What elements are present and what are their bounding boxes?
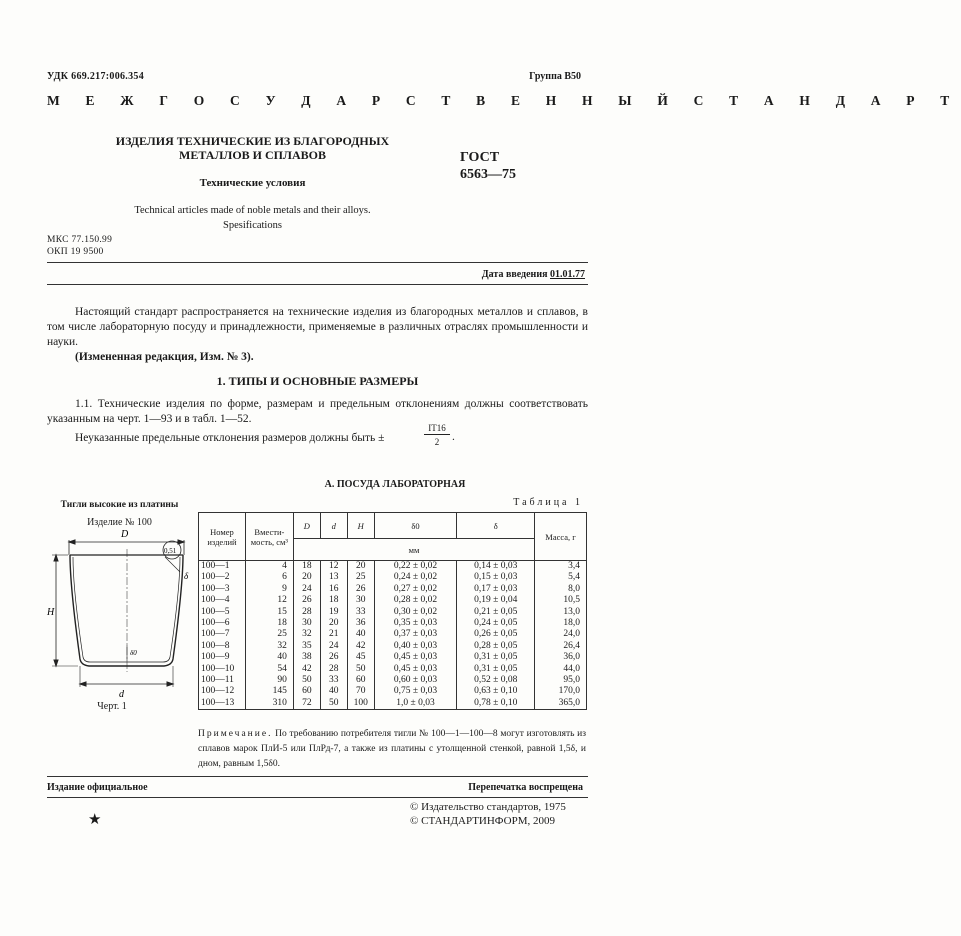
table-note [198, 727, 586, 772]
table-cell: 0,45 ± 0,03 [374, 652, 457, 663]
label-D: D [121, 529, 129, 540]
drawing-item: Изделие № 100 [87, 517, 152, 528]
standard-type-banner: М Е Ж Г О С У Д А Р С Т В Е Н Н Ы Й С Т А Н Д А Р Т [47, 93, 961, 108]
table-cell: 32 [245, 641, 293, 652]
table-row [199, 618, 587, 629]
table-cell: 24 [320, 641, 347, 652]
drawing-title: Тигли высокие из платины [60, 500, 179, 510]
fraction-denominator: 2 [434, 437, 440, 447]
table-row [199, 664, 587, 675]
revision-note: (Измененная редакция, Изм. № 3). [75, 351, 254, 363]
table-cell: 9 [245, 584, 293, 595]
table-cell: 60 [347, 675, 374, 686]
tolerance-fraction [424, 423, 450, 447]
drawing-caption: Черт. 1 [97, 701, 127, 712]
english-title-line-1: Technical articles made of noble metals and their alloys. [134, 205, 371, 216]
table-cell: 100—5 [199, 607, 246, 618]
table-cell: 26 [293, 595, 320, 606]
paragraph-tolerance [47, 431, 384, 446]
table-cell: 100—10 [199, 664, 246, 675]
th-delta: δ [457, 513, 535, 539]
official-edition: Издание официальное [47, 782, 148, 793]
table-cell: 0,78 ± 0,10 [457, 698, 535, 710]
table-cell: 0,60 ± 0,03 [374, 675, 457, 686]
table-row [199, 607, 587, 618]
table-cell: 0,40 ± 0,03 [374, 641, 457, 652]
table-cell: 95,0 [535, 675, 587, 686]
label-delta0: δ0 [130, 649, 137, 657]
table-cell: 18 [320, 595, 347, 606]
table-row [199, 584, 587, 595]
table-cell: 4 [245, 561, 293, 573]
table-cell: 45 [347, 652, 374, 663]
table-cell: 18 [293, 561, 320, 573]
table-cell: 50 [320, 698, 347, 710]
table-cell: 0,24 ± 0,02 [374, 572, 457, 583]
star-icon: ★ [88, 812, 102, 828]
table-cell: 100—3 [199, 584, 246, 595]
table-row [199, 572, 587, 583]
reprint-prohibited: Перепечатка воспрещена [468, 782, 583, 793]
table-cell: 40 [347, 629, 374, 640]
table-cell: 30 [293, 618, 320, 629]
table-cell: 0,75 ± 0,03 [374, 686, 457, 697]
table-cell: 310 [245, 698, 293, 710]
table-cell: 20 [293, 572, 320, 583]
table-cell: 100—9 [199, 652, 246, 663]
table-cell: 19 [320, 607, 347, 618]
table-cell: 100 [347, 698, 374, 710]
english-title-line-2: Spesifications [223, 220, 282, 231]
table-cell: 8,0 [535, 584, 587, 595]
mks-code: МКС 77.150.99 [47, 235, 113, 245]
label-delta: δ [184, 571, 189, 581]
table-cell: 0,21 ± 0,05 [457, 607, 535, 618]
copyright-2: © СТАНДАРТИНФОРМ, 2009 [410, 815, 555, 827]
paragraph-1-1: 1.1. Технические изделия по форме, размерам и предельным отклонениям должны соответствовать указанным на черт. 1—93 и в табл. 1—52. [47, 398, 588, 425]
table-row [199, 629, 587, 640]
table-cell: 25 [245, 629, 293, 640]
table-cell: 100—4 [199, 595, 246, 606]
table-cell: 36 [347, 618, 374, 629]
intro-paragraph: Настоящий стандарт распространяется на технические изделия из благородных металлов и сплавов, в том числе лабораторную посуду и принадлежности, применяемые в различных отраслях промышленности и науки. [47, 306, 588, 348]
okp-code: ОКП 19 9500 [47, 247, 104, 257]
table-cell: 38 [293, 652, 320, 663]
table-cell: 50 [347, 664, 374, 675]
th-delta0: δ0 [374, 513, 457, 539]
table-cell: 0,31 ± 0,05 [457, 652, 535, 663]
table-cell: 42 [293, 664, 320, 675]
table-cell: 5,4 [535, 572, 587, 583]
table-cell: 26 [320, 652, 347, 663]
table-cell: 100—2 [199, 572, 246, 583]
date-label: Дата введения [481, 269, 548, 280]
gost-number: 6563—75 [460, 167, 516, 182]
divider-footer [47, 776, 588, 777]
table-body [199, 561, 587, 710]
table-row [199, 561, 587, 573]
label-roughness: 0,51 [164, 547, 177, 555]
table-cell: 33 [320, 675, 347, 686]
table-cell: 35 [293, 641, 320, 652]
table-cell: 0,30 ± 0,02 [374, 607, 457, 618]
table-cell: 21 [320, 629, 347, 640]
table-cell: 13,0 [535, 607, 587, 618]
fraction-numerator: IT16 [424, 423, 450, 435]
note-label: Примечание. [198, 729, 273, 739]
group-code: Группа В50 [529, 71, 581, 82]
table-cell: 26,4 [535, 641, 587, 652]
label-H: H [47, 607, 55, 618]
table-cell: 40 [245, 652, 293, 663]
section-1-title: 1. ТИПЫ И ОСНОВНЫЕ РАЗМЕРЫ [216, 374, 419, 388]
table-cell: 100—12 [199, 686, 246, 697]
crucible-drawing [47, 527, 192, 702]
table-cell: 100—8 [199, 641, 246, 652]
th-mass: Масса, г [535, 513, 587, 561]
table-row [199, 641, 587, 652]
table-cell: 100—13 [199, 698, 246, 710]
table-cell: 12 [320, 561, 347, 573]
table-cell: 20 [320, 618, 347, 629]
table-cell: 0,17 ± 0,03 [457, 584, 535, 595]
table-cell: 42 [347, 641, 374, 652]
table-cell: 70 [347, 686, 374, 697]
table-cell: 145 [245, 686, 293, 697]
table-cell: 0,22 ± 0,02 [374, 561, 457, 573]
table-cell: 54 [245, 664, 293, 675]
table-cell: 10,5 [535, 595, 587, 606]
table-cell: 18 [245, 618, 293, 629]
table-cell: 0,14 ± 0,03 [457, 561, 535, 573]
table-cell: 0,63 ± 0,10 [457, 686, 535, 697]
table-cell: 30 [347, 595, 374, 606]
table-cell: 50 [293, 675, 320, 686]
note-text: По требованию потребителя тигли № 100—1—100—8 могут изготовлять из сплавов марок ПлИ-5 или ПлРд-7, а также из платины с утолщенной стенкой, равной 1,5δ, и дном, равным 1,5δ0. [198, 729, 586, 769]
document-title [100, 134, 405, 162]
th-D: D [293, 513, 320, 539]
title-line-2: МЕТАЛЛОВ И СПЛАВОВ [179, 148, 326, 162]
date-value: 01.01.77 [550, 269, 585, 280]
table-cell: 90 [245, 675, 293, 686]
table-cell: 100—11 [199, 675, 246, 686]
dimensions-table [198, 512, 587, 710]
table-cell: 0,45 ± 0,03 [374, 664, 457, 675]
table-cell: 0,28 ± 0,05 [457, 641, 535, 652]
table-cell: 0,35 ± 0,03 [374, 618, 457, 629]
table-cell: 6 [245, 572, 293, 583]
table-cell: 13 [320, 572, 347, 583]
table-cell: 36,0 [535, 652, 587, 663]
fraction-end: . [452, 431, 455, 443]
th-number: Номер изделий [199, 513, 246, 561]
label-d: d [119, 689, 124, 700]
effective-date [482, 269, 585, 280]
table-cell: 32 [293, 629, 320, 640]
table-cell: 33 [347, 607, 374, 618]
table-cell: 0,28 ± 0,02 [374, 595, 457, 606]
title-line-1: ИЗДЕЛИЯ ТЕХНИЧЕСКИЕ ИЗ БЛАГОРОДНЫХ [115, 134, 390, 148]
divider-footer-bottom [47, 797, 588, 798]
table-cell: 100—7 [199, 629, 246, 640]
table-cell: 0,19 ± 0,04 [457, 595, 535, 606]
english-title [100, 203, 405, 233]
table-cell: 0,31 ± 0,05 [457, 664, 535, 675]
table-cell: 26 [347, 584, 374, 595]
table-cell: 0,37 ± 0,03 [374, 629, 457, 640]
table-cell: 40 [320, 686, 347, 697]
gost-label: ГОСТ [460, 150, 500, 165]
table-cell: 44,0 [535, 664, 587, 675]
th-d: d [320, 513, 347, 539]
copyright-1: © Издательство стандартов, 1975 [410, 801, 566, 813]
divider-top [47, 262, 588, 263]
table-cell: 170,0 [535, 686, 587, 697]
th-units: мм [293, 539, 534, 561]
udk-code: УДК 669.217:006.354 [47, 71, 144, 82]
tolerance-text: Неуказанные предельные отклонения размеров должны быть ± [75, 432, 385, 444]
table-cell: 18,0 [535, 618, 587, 629]
document-subtitle: Технические условия [199, 177, 306, 189]
table-cell: 72 [293, 698, 320, 710]
table-row [199, 675, 587, 686]
table-cell: 0,24 ± 0,05 [457, 618, 535, 629]
table-row [199, 686, 587, 697]
table-row [199, 652, 587, 663]
table-cell: 100—6 [199, 618, 246, 629]
table-cell: 20 [347, 561, 374, 573]
table-cell: 24,0 [535, 629, 587, 640]
table-cell: 28 [293, 607, 320, 618]
table-cell: 0,52 ± 0,08 [457, 675, 535, 686]
table-cell: 0,15 ± 0,03 [457, 572, 535, 583]
table-cell: 60 [293, 686, 320, 697]
divider-date [47, 284, 588, 285]
table-cell: 28 [320, 664, 347, 675]
table-row [199, 698, 587, 710]
table-cell: 12 [245, 595, 293, 606]
table-cell: 0,27 ± 0,02 [374, 584, 457, 595]
table-cell: 100—1 [199, 561, 246, 573]
copyright-block [410, 800, 566, 828]
table-row [199, 595, 587, 606]
th-capacity: Вмести-мость, см³ [245, 513, 293, 561]
table-cell: 15 [245, 607, 293, 618]
classification-codes [47, 234, 112, 258]
table-cell: 365,0 [535, 698, 587, 710]
table-cell: 25 [347, 572, 374, 583]
table-cell: 3,4 [535, 561, 587, 573]
table-cell: 16 [320, 584, 347, 595]
table-cell: 0,26 ± 0,05 [457, 629, 535, 640]
table-caption: Таблица 1 [513, 497, 583, 508]
th-H: H [347, 513, 374, 539]
table-cell: 24 [293, 584, 320, 595]
subsection-a-title: А. ПОСУДА ЛАБОРАТОРНАЯ [324, 479, 466, 490]
table-cell: 1,0 ± 0,03 [374, 698, 457, 710]
gost-designation [460, 149, 516, 183]
